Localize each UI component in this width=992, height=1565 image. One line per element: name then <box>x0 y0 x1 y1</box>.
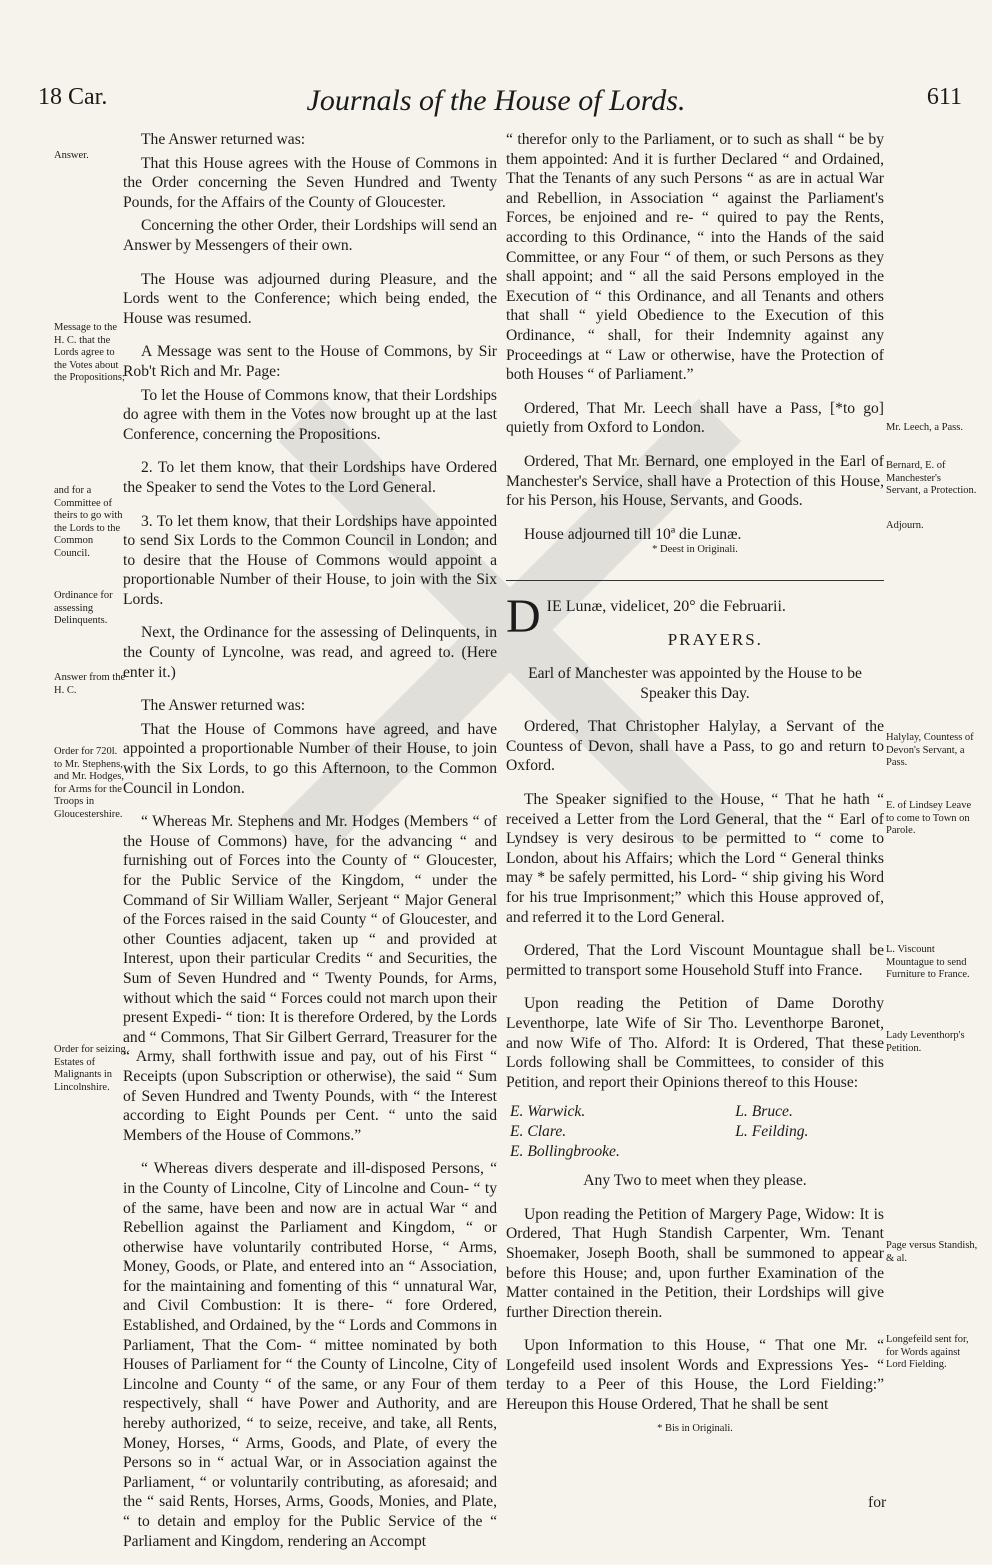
paragraph: The Answer returned was: <box>141 697 306 715</box>
catchword: for <box>868 1494 887 1511</box>
page-title: Journals of the House of Lords. <box>306 84 686 117</box>
paragraph: A Message was sent to the House of Commons, by Sir Rob't Rich and Mr. Page: <box>123 343 497 380</box>
margin-note-left: Answer. <box>54 150 89 161</box>
margin-note-right: Halylay, Countess of Devon's Servant, a Pass. <box>886 732 974 768</box>
margin-note-right: E. of Lindsey Leave to come to Town on Parole. <box>886 800 972 836</box>
footnote-bis: * Bis in Originali. <box>657 1422 733 1434</box>
footnote-deest: * Deest in Originali. <box>652 544 738 556</box>
lord-name: L. Feilding. <box>735 1122 809 1140</box>
paragraph: Ordered, That Mr. Bernard, one employed in the Earl of Manchester's Service, shall have a Protection of this House, for his Person, his House, Servants, and Goods. <box>506 452 884 510</box>
paragraph: Any Two to meet when they please. <box>583 1172 807 1190</box>
prayers-heading: PRAYERS. <box>667 630 763 650</box>
margin-note-left: Ordinance for assessing Delinquents. <box>54 590 113 626</box>
paragraph: Ordered, That Christopher Halylay, a Servant of the Countess of Devon, shall have a Pass, to go and return to Oxford. <box>506 718 884 775</box>
paragraph: That this House agrees with the House of Commons in the Order concerning the Seven Hundred and Twenty Pounds, for the Affairs of the County of Gloucester. <box>123 154 497 211</box>
paragraph: Next, the Ordinance for the assessing of Delinquents, in the County of Lyncolne, was read, and agreed to. (Here enter it.) <box>123 624 497 681</box>
section-divider <box>506 580 884 581</box>
margin-note-right: Longefeild sent for, for Words against Lord Fielding. <box>886 1334 969 1370</box>
ordinance-quote-continued: “ therefor only to the Parliament, or to such as shall “ be by them appointed: And it is further Declared “ and Ordained, That the Tenants of any such Persons “ as are in actual War and Rebellion, in Association “ against the Parliament's Forces, be enjoined and re- “ quired to pay the Rents, according to this Ordinance, “ into the Hands of the said Committee, or any Four “ of them, or such Persons as they shall appoint; and “ all the said Persons employed in the Execution of “ this Ordinance, and all Tenants and others that shall “ yield Obedience to the Execution of this Ordinance, “ shall, for their Indemnity against any Proceedings at “ Law or otherwise, have the Protection of both Houses “ of Parliament.” <box>506 131 884 384</box>
margin-note-right: Adjourn. <box>886 520 924 531</box>
margin-note-right: Lady Leventhorp's Petition. <box>886 1030 965 1054</box>
margin-note-right: L. Viscount Mountague to send Furniture to France. <box>886 944 970 980</box>
left-column <box>123 130 497 1565</box>
paragraph: Ordered, That Mr. Leech shall have a Pass, [*to go] quietly from Oxford to London. <box>506 399 884 437</box>
paragraph: 2. To let them know, that their Lordships have Ordered the Speaker to send the Votes to the Lord General. <box>123 459 497 496</box>
table-row <box>506 1142 884 1162</box>
paragraph: Upon reading the Petition of Margery Page, Widow: It is Ordered, That Hugh Standish Carpenter, Wm. Tenant Shoemaker, Joseph Booth, shall be summoned to appear before this House; and, upon further Examination of the Matter contained in the Petition, their Lordships will give further Direction therein. <box>506 1205 884 1321</box>
running-head-regnal-year: 18 Car. <box>38 84 108 110</box>
right-column <box>506 130 884 1450</box>
margin-note-left: and for a Committee of theirs to go with the Lords to the Common Council. <box>54 485 123 559</box>
paragraph: The Speaker signified to the House, “ That he hath “ received a Letter from the Lord General, that the “ Earl of Lyndsey is very desirous to be permitted to “ come to London, about his Affairs; which the Lord “ General thinks may * be safely permitted, his Lord- “ ship giving his Word for his true Imprisonment;” which this House approved of, and referred it to the Lord General. <box>506 791 884 926</box>
drop-cap: D <box>506 589 541 643</box>
table-row <box>506 1122 884 1142</box>
margin-note-left: Order for 720l. to Mr. Stephens, and Mr. Hodges, for Arms for the Troops in Gloucestershire. <box>54 746 124 820</box>
day-heading-text: IE Lunæ, videlicet, 20° die Februarii. <box>546 597 786 615</box>
page-number: 611 <box>926 84 962 110</box>
margin-note-right: Bernard, E. of Manchester's Servant, a Protection. <box>886 460 977 496</box>
paragraph: Earl of Manchester was appointed by the House to be Speaker this Day. <box>528 665 862 702</box>
margin-note-right: Page versus Standish, & al. <box>886 1240 978 1264</box>
margin-note-left: Message to the H. C. that the Lords agree to the Votes about the Propositions; <box>54 322 125 383</box>
margin-note-left: Answer from the H. C. <box>54 672 126 696</box>
paragraph: That the House of Commons have agreed, and have appointed a proportionable Number of their House, to join with the Six Lords, to go this Afternoon, to the Common Council in London. <box>123 720 497 797</box>
paragraph: The Answer returned was: <box>141 131 306 148</box>
table-row <box>506 1102 884 1122</box>
lord-name: E. Bollingbrooke. <box>510 1142 620 1160</box>
lord-name <box>731 1142 884 1162</box>
committee-lords-table <box>506 1102 884 1161</box>
margin-note-right: Mr. Leech, a Pass. <box>886 422 963 433</box>
paragraph: Upon reading the Petition of Dame Dorothy Leventhorpe, late Wife of Sir Tho. Leventhorpe Baronet, and now Wife of Tho. Alford: It is Ordered, That these Lords following shall be Committees, to consider of this Petition, and report their Opinions thereof to this House: <box>506 995 884 1091</box>
paragraph: Ordered, That the Lord Viscount Mountague shall be permitted to transport some Household Stuff into France. <box>506 942 884 979</box>
paragraph: Upon Information to this House, “ That one Mr. “ Longefeild used insolent Words and Expressions Yes- “ terday to a Peer of this House, the Lord Fielding:” Hereupon this House Ordered, That he shall be sent <box>506 1337 884 1414</box>
margin-note-left: Order for seizing Estates of Malignants in Lincolnshire. <box>54 1044 126 1093</box>
paragraph: The House was adjourned during Pleasure, and the Lords went to the Conference; which being ended, the House was resumed. <box>123 270 497 327</box>
ordinance-quote: “ Whereas divers desperate and ill-disposed Persons, “ in the County of Lincolne, City of Lincolne and Coun- “ ty of the same, have been and now are in actual War “ and Rebellion against the Parliament and Kingdom, “ or otherwise have voluntarily contributed Horse, “ Arms, Money, Goods, or Plate, and entered into an “ Association, for the maintaining and fomenting of this “ unnatural War, and Civil Combustion: It is there- “ fore Ordered, Established, and Ordained, by the “ Lords and Commons in Parliament, That the Com- “ mittee nominated by both Houses of Parliament for “ the County of Lincolne, City of Lincolne and County “ of the same, or any Four of them respectively, shall “ have Power and Authority, and are hereby authorized, “ to seize, receive, and take, all Rents, Money, Horses, “ Arms, Goods, and Plate, of every the Persons so in “ actual War, or in Association against the Parliament, “ or voluntarily contributing, as aforesaid; and the “ said Rents, Horses, Arms, Goods, Monies, and Plate, “ to detain and employ for the Public Service of the “ Parliament and Kingdom, rendering an Accompt <box>123 1160 497 1550</box>
paragraph: House adjourned till 10ª die Lunæ. <box>524 525 742 543</box>
paragraph: To let the House of Commons know, that their Lordships do agree with them in the Votes now brought up at the last Conference, concerning the Propositions. <box>123 386 497 443</box>
paragraph: 3. To let them know, that their Lordships have appointed to send Six Lords to the Common Council in London; and to desire that the House of Commons would appoint a proportionable Number of their House, to join with the Six Lords. <box>123 512 497 608</box>
lord-name: E. Clare. <box>510 1122 567 1140</box>
paragraph: Concerning the other Order, their Lordships will send an Answer by Messengers of their own. <box>123 217 497 254</box>
lord-name: L. Bruce. <box>735 1103 793 1121</box>
ordinance-quote: “ Whereas Mr. Stephens and Mr. Hodges (Members “ of the House of Commons) have, for the advancing “ and furnishing out of Forces into the County of “ Gloucester, for the Public Service of the Kingdom, “ under the Command of Sir William Waller, Serjeant “ Major General of the Forces raised in the said County “ of Gloucester, and other Counties adjacent, taken up “ and provided at Interest, upon their particular Credits “ and Securities, the Sum of Seven Hundred and “ Twenty Pounds, for Arms, without which the said “ Forces could not march upon their present Expedi- “ tion: It is therefore Ordered, by the Lords and “ Commons, That Sir Gilbert Gerrard, Treasurer for the “ Army, shall forthwith issue and pay, out of his First “ Receipts (upon Subscription or otherwise), the said “ Sum of Seven Hundred and Twenty Pounds, with “ the Interest according to Eight Pounds per Cent. “ unto the said Members of the House of Commons.” <box>123 813 497 1144</box>
lord-name: E. Warwick. <box>510 1103 586 1121</box>
